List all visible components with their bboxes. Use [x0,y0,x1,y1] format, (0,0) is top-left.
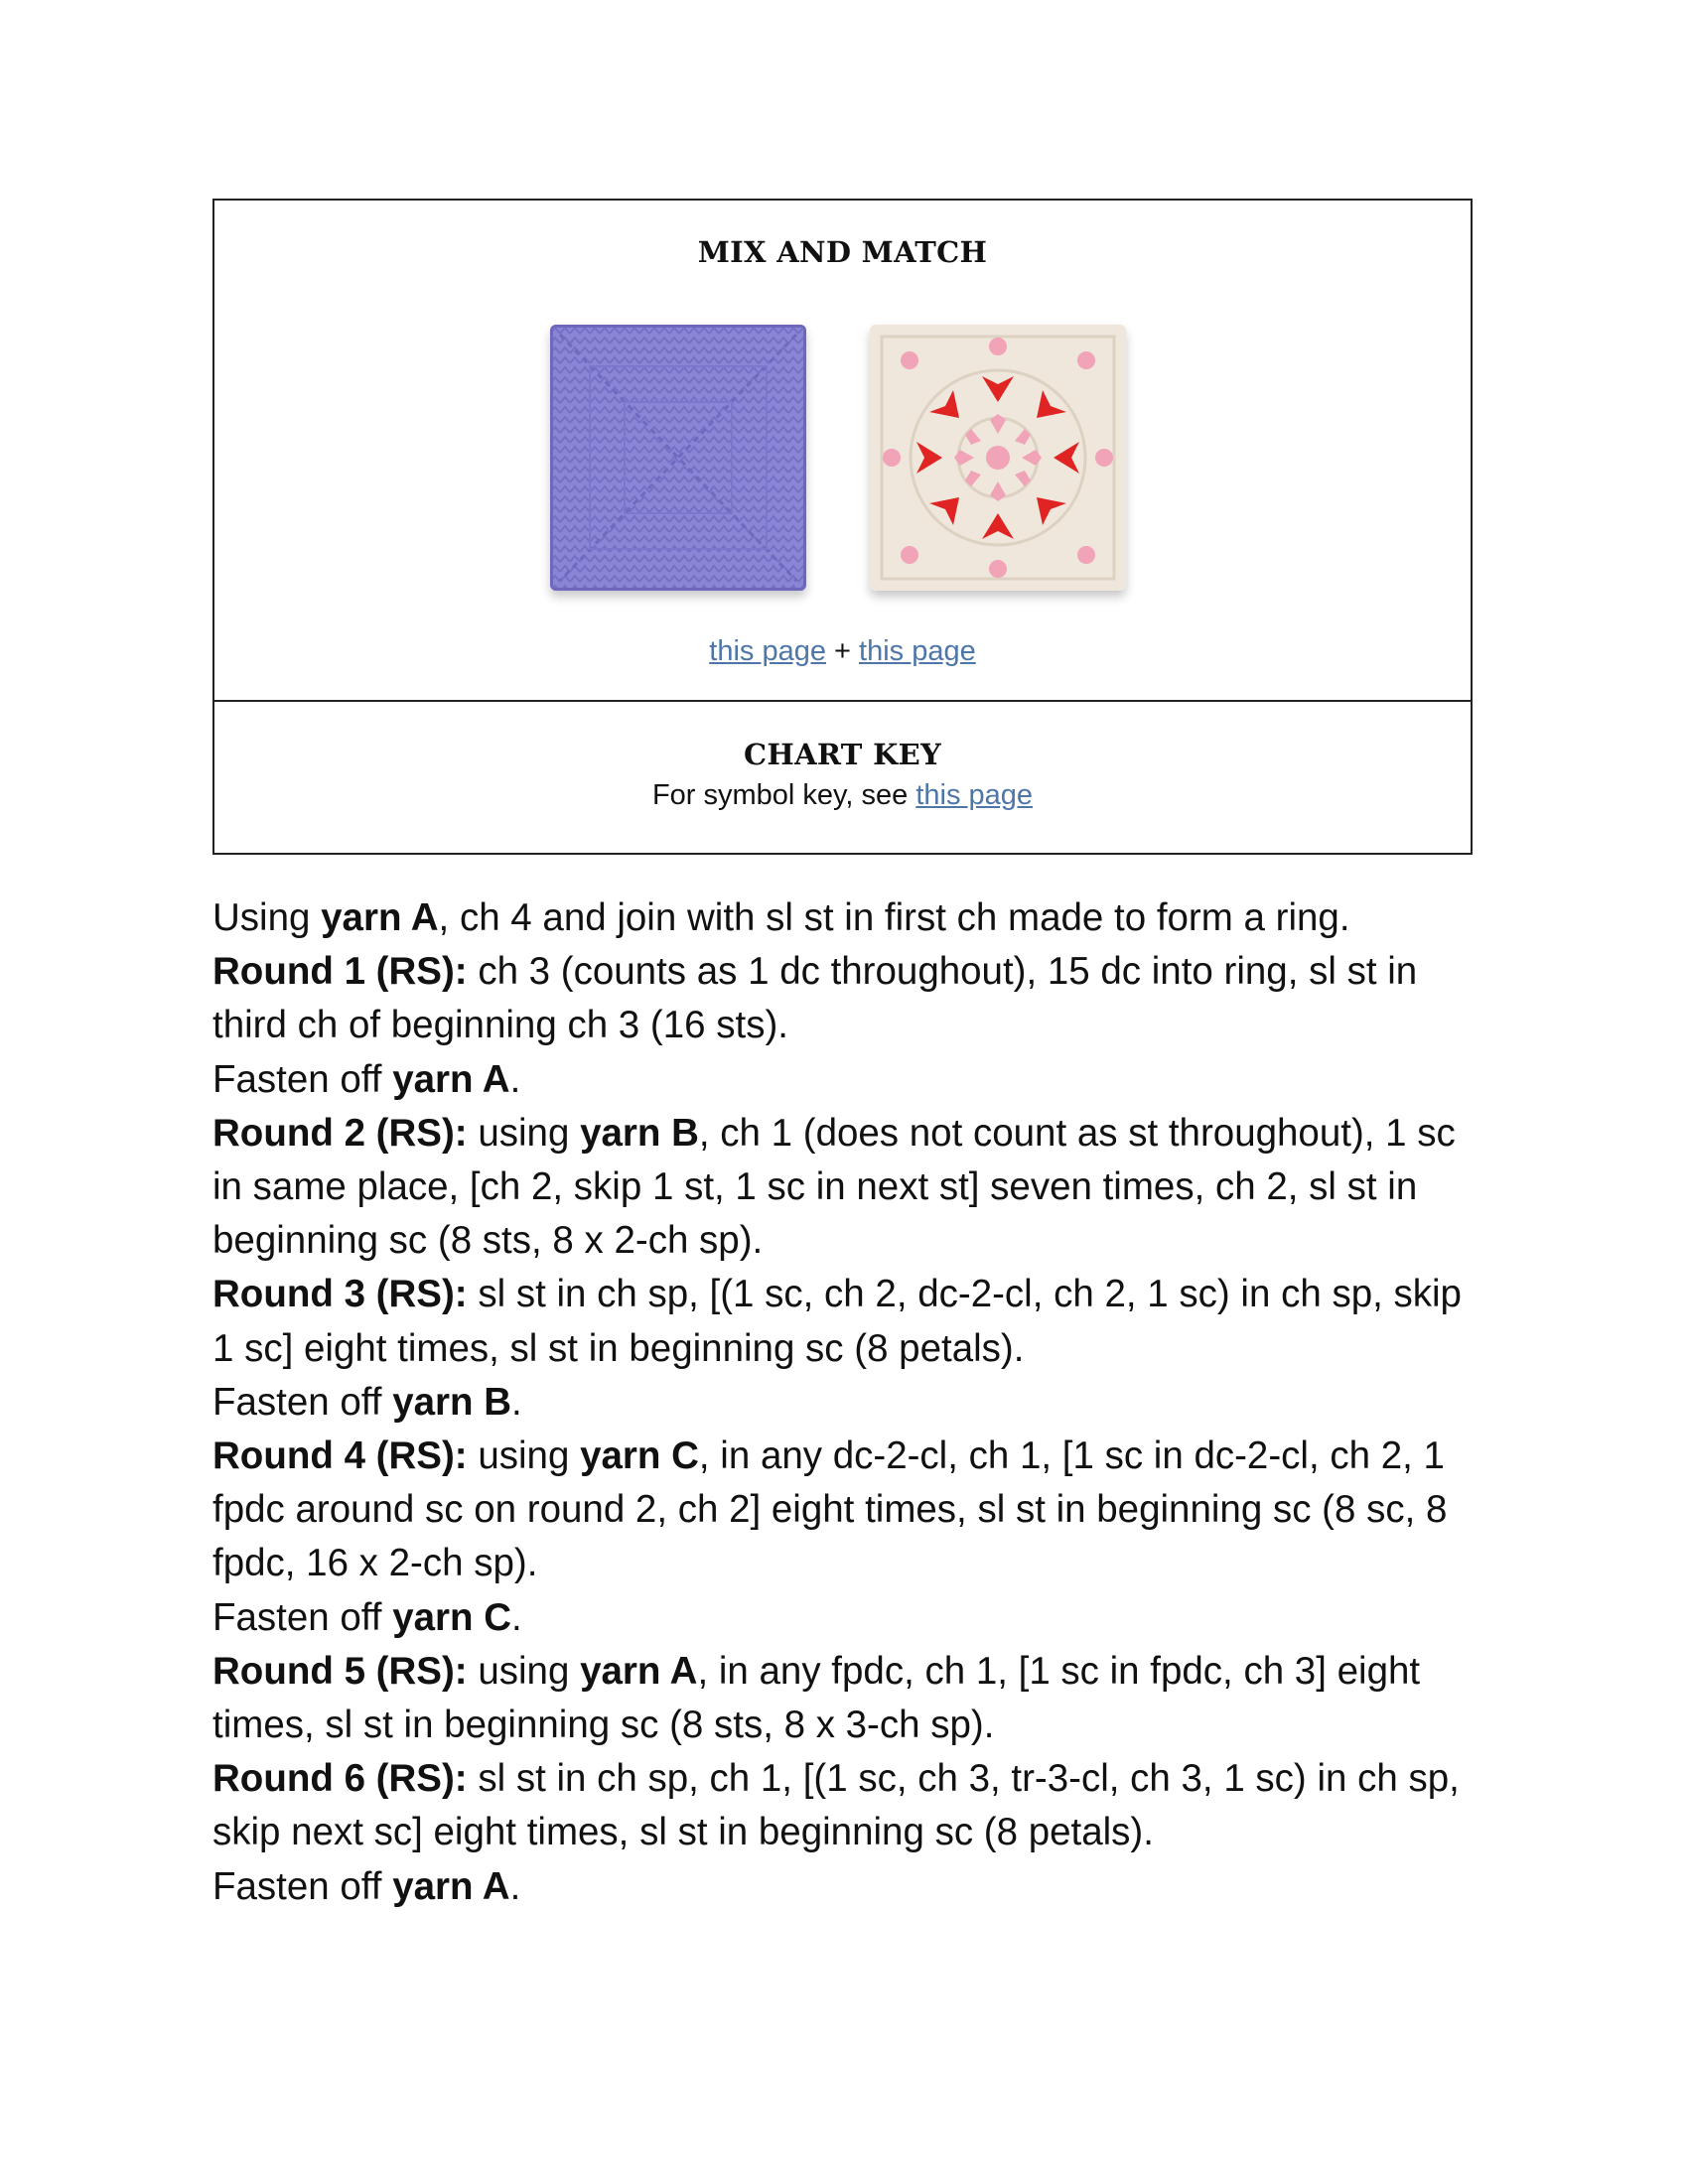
mix-and-match-box [212,199,1473,702]
round-4-label: Round 4 (RS): [212,1434,468,1478]
round-2: Round 2 (RS): using yarn B, ch 1 (does not count as st throughout), 1 sc in same place, [ch 2, skip 1 st, 1 sc in next st] seven times, ch 2, sl st in beginning sc (8 sts, 8 x 2-ch sp). [212,1111,1456,1263]
solid-square-illustration [550,325,806,591]
mix-link-1[interactable]: this page [709,635,826,667]
fasten-off-3: Fasten off yarn C. [212,1595,522,1639]
round-1: Round 1 (RS): ch 3 (counts as 1 dc throughout), 15 dc into ring, sl st in third ch of beginning ch 3 (16 sts). [212,950,1428,1047]
petal-square-illustration [870,325,1126,591]
round-3-label: Round 3 (RS): [212,1273,468,1316]
round-1-label: Round 1 (RS): [212,950,468,994]
pattern-instructions [212,891,1478,1914]
chart-key-title: CHART KEY [744,738,941,771]
round-5: Round 5 (RS): using yarn A, in any fpdc, ch 1, [1 sc in fpdc, ch 3] eight times, sl st in beginning sc (8 sts, 8 x 3-ch sp). [212,1649,1421,1747]
pattern-intro: Using yarn A, ch 4 and join with sl st in first ch made to form a ring. [212,896,1350,939]
mix-and-match-title: MIX AND MATCH [697,235,988,269]
round-4: Round 4 (RS): using yarn C, in any dc-2-cl, ch 1, [1 sc in dc-2-cl, ch 2, 1 fpdc around sc on round 2, ch 2] eight times, sl st in beginning sc (8 sc, 8 fpdc, 16 x 2-ch sp). [212,1434,1448,1585]
round-6-label: Round 6 (RS): [212,1757,468,1801]
chart-key-description: For symbol key, see [651,779,916,811]
fasten-off-2: Fasten off yarn B. [212,1380,522,1424]
fasten-off-1: Fasten off yarn A. [212,1057,521,1101]
chart-key-box [212,700,1473,855]
symbol-key-link[interactable]: this page [915,779,1034,811]
round-3: Round 3 (RS): sl st in ch sp, [(1 sc, ch 2, dc-2-cl, ch 2, 1 sc) in ch sp, skip 1 sc] eight times, sl st in beginning sc (8 petals). [212,1273,1473,1370]
mix-link-2[interactable]: this page [859,635,976,667]
petal-square-image [870,325,1126,591]
mix-and-match-links [214,635,1471,668]
round-2-label: Round 2 (RS): [212,1111,468,1155]
fasten-off-4: Fasten off yarn A. [212,1864,521,1908]
solid-square-image [550,325,806,591]
round-6: Round 6 (RS): sl st in ch sp, ch 1, [(1 sc, ch 3, tr-3-cl, ch 3, 1 sc) in ch sp, skip next sc] eight times, sl st in beginning sc (8 petals). [212,1757,1471,1854]
chart-key-text [214,779,1471,812]
link-separator: + [834,635,851,667]
round-5-label: Round 5 (RS): [212,1649,468,1693]
